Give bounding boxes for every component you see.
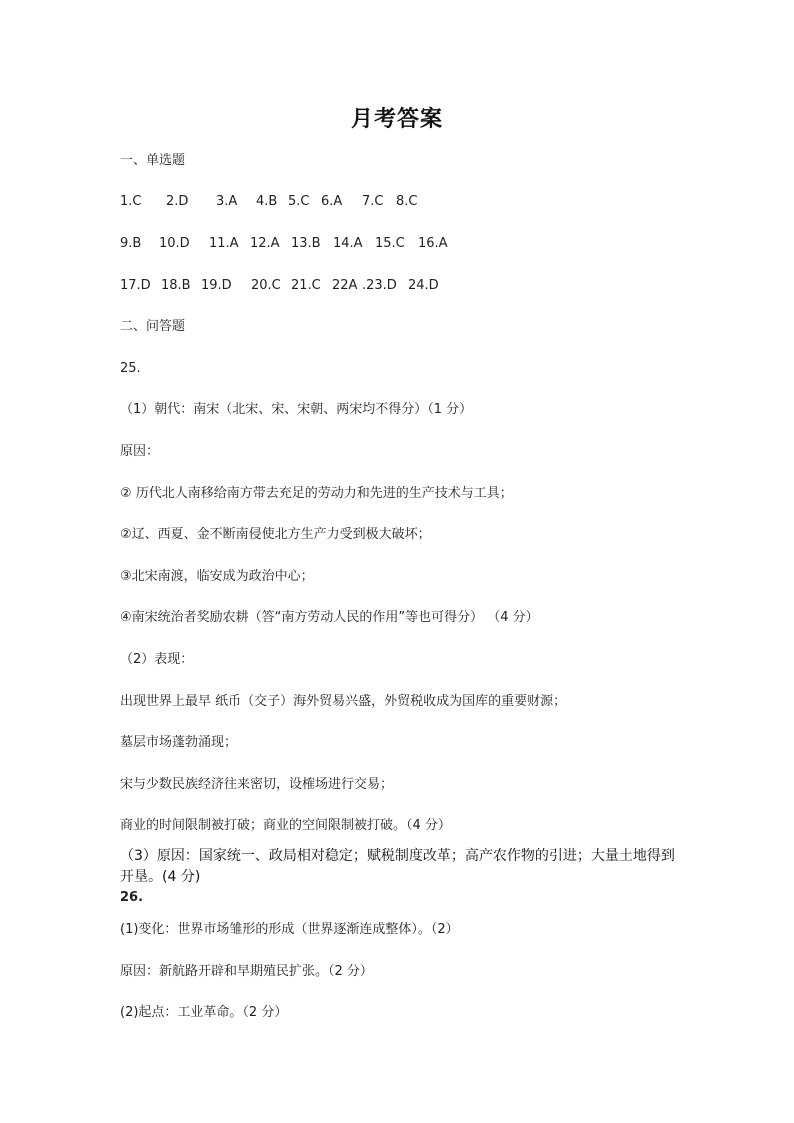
q25-manifestation-item: 宋与少数民族经济往来密切，设榷场进行交易； [120,777,394,792]
q25-reason-item: ④南宋统治者奖励农耕（答“南方劳动人民的作用”等也可得分） （4 分） [120,610,539,625]
answer-item: 20.C [251,278,281,293]
page-title: 月考答案 [350,107,443,132]
q26-reason: 原因：新航路开辟和早期殖民扩张。（2 分） [120,964,373,979]
q26-number: 26. [120,890,144,905]
q26-part1: (1)变化：世界市场雏形的形成（世界逐渐连成整体）。（2） [120,922,459,937]
answer-row-3 [120,277,439,295]
q26-part2: (2)起点：工业革命。（2 分） [120,1005,288,1020]
answer-item: 5.C [288,194,310,209]
answer-item: 14.A [333,236,363,251]
q25-reason-item: ③北宋南渡，临安成为政治中心； [120,569,314,584]
answer-item: 6.A [321,194,343,209]
q25-part1: （1）朝代：南宋（北宋、宋、宋朝、两宋均不得分）（1 分） [120,402,473,417]
section1-heading: 一、单选题 [120,153,186,168]
answer-item: 18.B [161,278,191,293]
q25-reason-label: 原因： [120,444,160,459]
answer-item: 2.D [166,194,189,209]
answer-item: 17.D [120,278,151,293]
q25-reason-item: ② 历代北人南移给南方带去充足的劳动力和先进的生产技术与工具； [120,486,513,501]
q25-manifestation-item: 出现世界上最早 纸币（交子）海外贸易兴盛，外贸税收成为国库的重要财源； [120,694,567,709]
answer-item: 1.C [120,194,142,209]
answer-item: 12.A [250,236,280,251]
answer-item: 8.C [396,194,418,209]
answer-item: 22A [332,278,358,293]
answer-item: 7.C [362,194,384,209]
answer-item: 4.B [256,194,278,209]
answer-row-1 [120,193,417,211]
answer-item: .23.D [362,278,397,293]
answer-row-2 [120,235,448,253]
q25-reason-item: ②辽、西夏、金不断南侵使北方生产力受到极大破坏； [120,527,431,542]
q25-number: 25. [120,361,141,376]
answer-item: 13.B [291,236,321,251]
section2-heading: 二、问答题 [120,319,186,334]
answer-item: 24.D [408,278,439,293]
answer-item: 15.C [375,236,405,251]
q25-part3: （3）原因：国家统一、政局相对稳定；赋税制度改革；高产农作物的引进；大量土地得到开垦。(4 分) [120,848,675,885]
answer-item: 16.A [418,236,448,251]
answer-item: 19.D [201,278,232,293]
q25-manifestation-item: 商业的时间限制被打破；商业的空间限制被打破。（4 分） [120,818,451,833]
answer-item: 9.B [120,236,142,251]
q25-part2: （2）表现： [120,652,194,667]
answer-item: 11.A [209,236,239,251]
q25-manifestation-item: 墓层市场蓬勃涌现； [120,735,238,750]
answer-item: 3.A [216,194,238,209]
answer-item: 10.D [159,236,190,251]
answer-item: 21.C [291,278,321,293]
